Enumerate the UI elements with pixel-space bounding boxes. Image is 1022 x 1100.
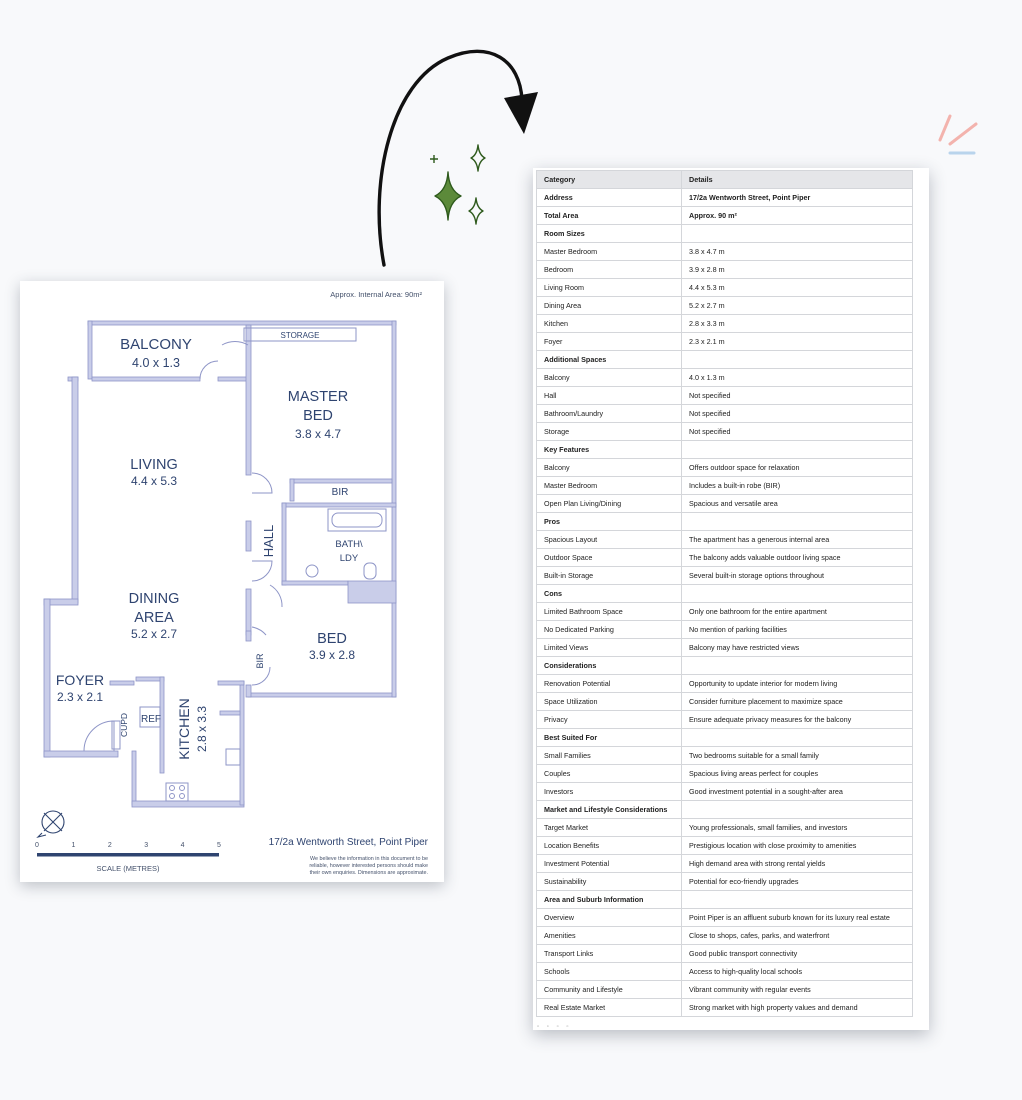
category-cell: Master Bedroom (537, 243, 682, 261)
table-row (537, 585, 913, 603)
master-bed-size: 3.8 x 4.7 (294, 427, 342, 441)
table-row (537, 837, 913, 855)
details-cell: Not specified (682, 405, 913, 423)
table-row (537, 297, 913, 315)
table-row (537, 405, 913, 423)
details-cell: Approx. 90 m² (682, 207, 913, 225)
category-cell: Target Market (537, 819, 682, 837)
category-cell: Bedroom (537, 261, 682, 279)
category-cell: Additional Spaces (537, 351, 682, 369)
category-cell: Market and Lifestyle Considerations (537, 801, 682, 819)
scale-bar (35, 842, 221, 873)
table-row (537, 927, 913, 945)
table-row (537, 693, 913, 711)
details-cell: Good public transport connectivity (682, 945, 913, 963)
scale-tick-2: 2 (107, 842, 112, 849)
details-cell: Access to high-quality local schools (682, 963, 913, 981)
scale-label: SCALE (METRES) (96, 864, 160, 873)
category-cell: Address (537, 189, 682, 207)
category-cell: Real Estate Market (537, 999, 682, 1017)
category-cell: No Dedicated Parking (537, 621, 682, 639)
category-cell: Community and Lifestyle (537, 981, 682, 999)
details-cell: Potential for eco-friendly upgrades (682, 873, 913, 891)
details-cell: Vibrant community with regular events (682, 981, 913, 999)
table-row (537, 459, 913, 477)
category-cell: Small Families (537, 747, 682, 765)
scale-tick-4: 4 (180, 842, 185, 849)
category-cell: Balcony (537, 369, 682, 387)
floor-plan-card (20, 281, 444, 882)
details-cell: Ensure adequate privacy measures for the balcony (682, 711, 913, 729)
category-cell: Investment Potential (537, 855, 682, 873)
category-cell: Spacious Layout (537, 531, 682, 549)
details-cell: Not specified (682, 387, 913, 405)
category-cell: Location Benefits (537, 837, 682, 855)
details-cell: Balcony may have restricted views (682, 639, 913, 657)
dining-name-2: AREA (134, 610, 174, 626)
table-row (537, 819, 913, 837)
table-header-row (537, 171, 913, 189)
cupd-name: CUPD (119, 712, 129, 738)
category-cell: Open Plan Living/Dining (537, 495, 682, 513)
table-row (537, 261, 913, 279)
disclaimer-line-1: We believe the information in this document to be (310, 856, 428, 862)
category-cell: Space Utilization (537, 693, 682, 711)
details-cell: Spacious living areas perfect for couples (682, 765, 913, 783)
burst-decoration-icon (940, 116, 976, 153)
category-cell: Overview (537, 909, 682, 927)
details-cell: Opportunity to update interior for modern living (682, 675, 913, 693)
category-cell: Transport Links (537, 945, 682, 963)
kitchen-size: 2.8 x 3.3 (195, 705, 209, 753)
table-row (537, 855, 913, 873)
details-cell: Not specified (682, 423, 913, 441)
category-cell: Built-in Storage (537, 567, 682, 585)
category-cell: Limited Views (537, 639, 682, 657)
details-cell: 17/2a Wentworth Street, Point Piper (682, 189, 913, 207)
category-cell: Living Room (537, 279, 682, 297)
balcony-size: 4.0 x 1.3 (132, 356, 180, 370)
details-cell: Young professionals, small families, and investors (682, 819, 913, 837)
details-cell: 4.0 x 1.3 m (682, 369, 913, 387)
table-row (537, 567, 913, 585)
category-cell: Master Bedroom (537, 477, 682, 495)
curved-arrow-icon (379, 51, 538, 265)
scale-tick-3: 3 (144, 842, 149, 849)
ref-name: REF (141, 714, 161, 725)
table-row (537, 603, 913, 621)
table-row (537, 801, 913, 819)
category-cell: Foyer (537, 333, 682, 351)
table-row (537, 423, 913, 441)
details-cell (682, 225, 913, 243)
category-cell: Kitchen (537, 315, 682, 333)
foyer-size: 2.3 x 2.1 (56, 690, 104, 704)
table-row (537, 765, 913, 783)
category-cell: Room Sizes (537, 225, 682, 243)
floor-plan (20, 281, 444, 882)
details-cell: Prestigious location with close proximity to amenities (682, 837, 913, 855)
balcony-name: BALCONY (120, 336, 192, 353)
details-cell: 3.9 x 2.8 m (682, 261, 913, 279)
kitchen-name: KITCHEN (176, 698, 192, 760)
details-cell: High demand area with strong rental yields (682, 855, 913, 873)
category-cell: Bathroom/Laundry (537, 405, 682, 423)
table-row (537, 477, 913, 495)
details-cell (682, 585, 913, 603)
category-cell: Limited Bathroom Space (537, 603, 682, 621)
category-cell: Schools (537, 963, 682, 981)
details-cell: Several built-in storage options throughout (682, 567, 913, 585)
category-cell: Sustainability (537, 873, 682, 891)
details-cell: Offers outdoor space for relaxation (682, 459, 913, 477)
category-cell: Hall (537, 387, 682, 405)
details-cell: 5.2 x 2.7 m (682, 297, 913, 315)
details-cell: Close to shops, cafes, parks, and waterfront (682, 927, 913, 945)
table-row (537, 315, 913, 333)
table-row (537, 873, 913, 891)
category-cell: Balcony (537, 459, 682, 477)
compass-icon (38, 811, 64, 837)
details-cell: 2.8 x 3.3 m (682, 315, 913, 333)
category-cell: Considerations (537, 657, 682, 675)
master-bed-name-1: MASTER (287, 389, 349, 405)
table-row (537, 729, 913, 747)
details-cell (682, 441, 913, 459)
scale-tick-0: 0 (35, 842, 39, 849)
table-row (537, 945, 913, 963)
table-row (537, 621, 913, 639)
table-row (537, 441, 913, 459)
category-cell: Dining Area (537, 297, 682, 315)
table-row (537, 657, 913, 675)
bath-name-2: LDY (339, 553, 359, 564)
living-name: LIVING (130, 457, 178, 473)
living-size: 4.4 x 5.3 (130, 474, 178, 488)
category-cell: Couples (537, 765, 682, 783)
bed-name: BED (317, 631, 347, 647)
table-row (537, 981, 913, 999)
details-table (536, 170, 913, 1017)
scale-tick-5: 5 (217, 842, 221, 849)
details-cell (682, 891, 913, 909)
table-row (537, 369, 913, 387)
category-cell: Outdoor Space (537, 549, 682, 567)
table-row (537, 999, 913, 1017)
table-row (537, 351, 913, 369)
details-table-card (533, 168, 929, 1030)
table-row (537, 711, 913, 729)
category-cell: Investors (537, 783, 682, 801)
category-cell: Storage (537, 423, 682, 441)
details-cell: Point Piper is an affluent suburb known for its luxury real estate (682, 909, 913, 927)
bir-bed-name: BIR (255, 653, 265, 669)
column-header-category: Category (537, 171, 682, 189)
internal-area-label: Approx. Internal Area: 90m² (330, 290, 422, 299)
sparkles-icon (430, 145, 485, 224)
category-cell: Privacy (537, 711, 682, 729)
details-cell: Only one bathroom for the entire apartment (682, 603, 913, 621)
disclaimer-line-3: their own enquiries. Dimensions are approximate. (309, 870, 428, 876)
master-bed-name-2: BED (303, 408, 333, 424)
hall-name: HALL (261, 524, 276, 558)
table-row (537, 387, 913, 405)
scale-tick-1: 1 (71, 842, 76, 849)
category-cell: Amenities (537, 927, 682, 945)
category-cell: Area and Suburb Information (537, 891, 682, 909)
table-row (537, 513, 913, 531)
category-cell: Key Features (537, 441, 682, 459)
table-row (537, 243, 913, 261)
dining-size: 5.2 x 2.7 (130, 627, 178, 641)
table-row (537, 909, 913, 927)
table-row (537, 189, 913, 207)
table-row (537, 279, 913, 297)
dining-name-1: DINING (128, 591, 180, 607)
details-cell: The balcony adds valuable outdoor living space (682, 549, 913, 567)
table-row (537, 963, 913, 981)
details-cell: Spacious and versatile area (682, 495, 913, 513)
table-row (537, 207, 913, 225)
address-label: 17/2a Wentworth Street, Point Piper (268, 837, 428, 848)
details-cell: Strong market with high property values and demand (682, 999, 913, 1017)
category-cell: Pros (537, 513, 682, 531)
disclaimer-line-2: reliable, however interested persons should make (309, 863, 428, 869)
category-cell: Total Area (537, 207, 682, 225)
details-cell: 2.3 x 2.1 m (682, 333, 913, 351)
bath-name-1: BATH\ (335, 539, 363, 550)
details-cell: Consider furniture placement to maximize space (682, 693, 913, 711)
table-row (537, 333, 913, 351)
details-cell (682, 351, 913, 369)
table-row (537, 891, 913, 909)
table-footer-icons: ▫ ▫ ▫ ▫ (537, 1024, 572, 1030)
details-cell: Good investment potential in a sought-after area (682, 783, 913, 801)
foyer-name: FOYER (55, 672, 105, 688)
storage-name: STORAGE (280, 331, 320, 340)
details-cell: Includes a built-in robe (BIR) (682, 477, 913, 495)
details-cell: Two bedrooms suitable for a small family (682, 747, 913, 765)
details-cell: The apartment has a generous internal area (682, 531, 913, 549)
details-cell (682, 657, 913, 675)
details-cell (682, 513, 913, 531)
table-body (537, 189, 913, 1017)
table-row (537, 783, 913, 801)
table-row (537, 549, 913, 567)
details-cell (682, 801, 913, 819)
column-header-details: Details (682, 171, 913, 189)
details-cell: 3.8 x 4.7 m (682, 243, 913, 261)
table-row (537, 495, 913, 513)
category-cell: Best Suited For (537, 729, 682, 747)
table-row (537, 225, 913, 243)
table-row (537, 747, 913, 765)
category-cell: Cons (537, 585, 682, 603)
details-cell: No mention of parking facilities (682, 621, 913, 639)
bed-size: 3.9 x 2.8 (308, 648, 356, 662)
details-cell: 4.4 x 5.3 m (682, 279, 913, 297)
category-cell: Renovation Potential (537, 675, 682, 693)
table-row (537, 531, 913, 549)
bir-master-name: BIR (331, 487, 349, 498)
table-row (537, 639, 913, 657)
table-row (537, 675, 913, 693)
details-cell (682, 729, 913, 747)
